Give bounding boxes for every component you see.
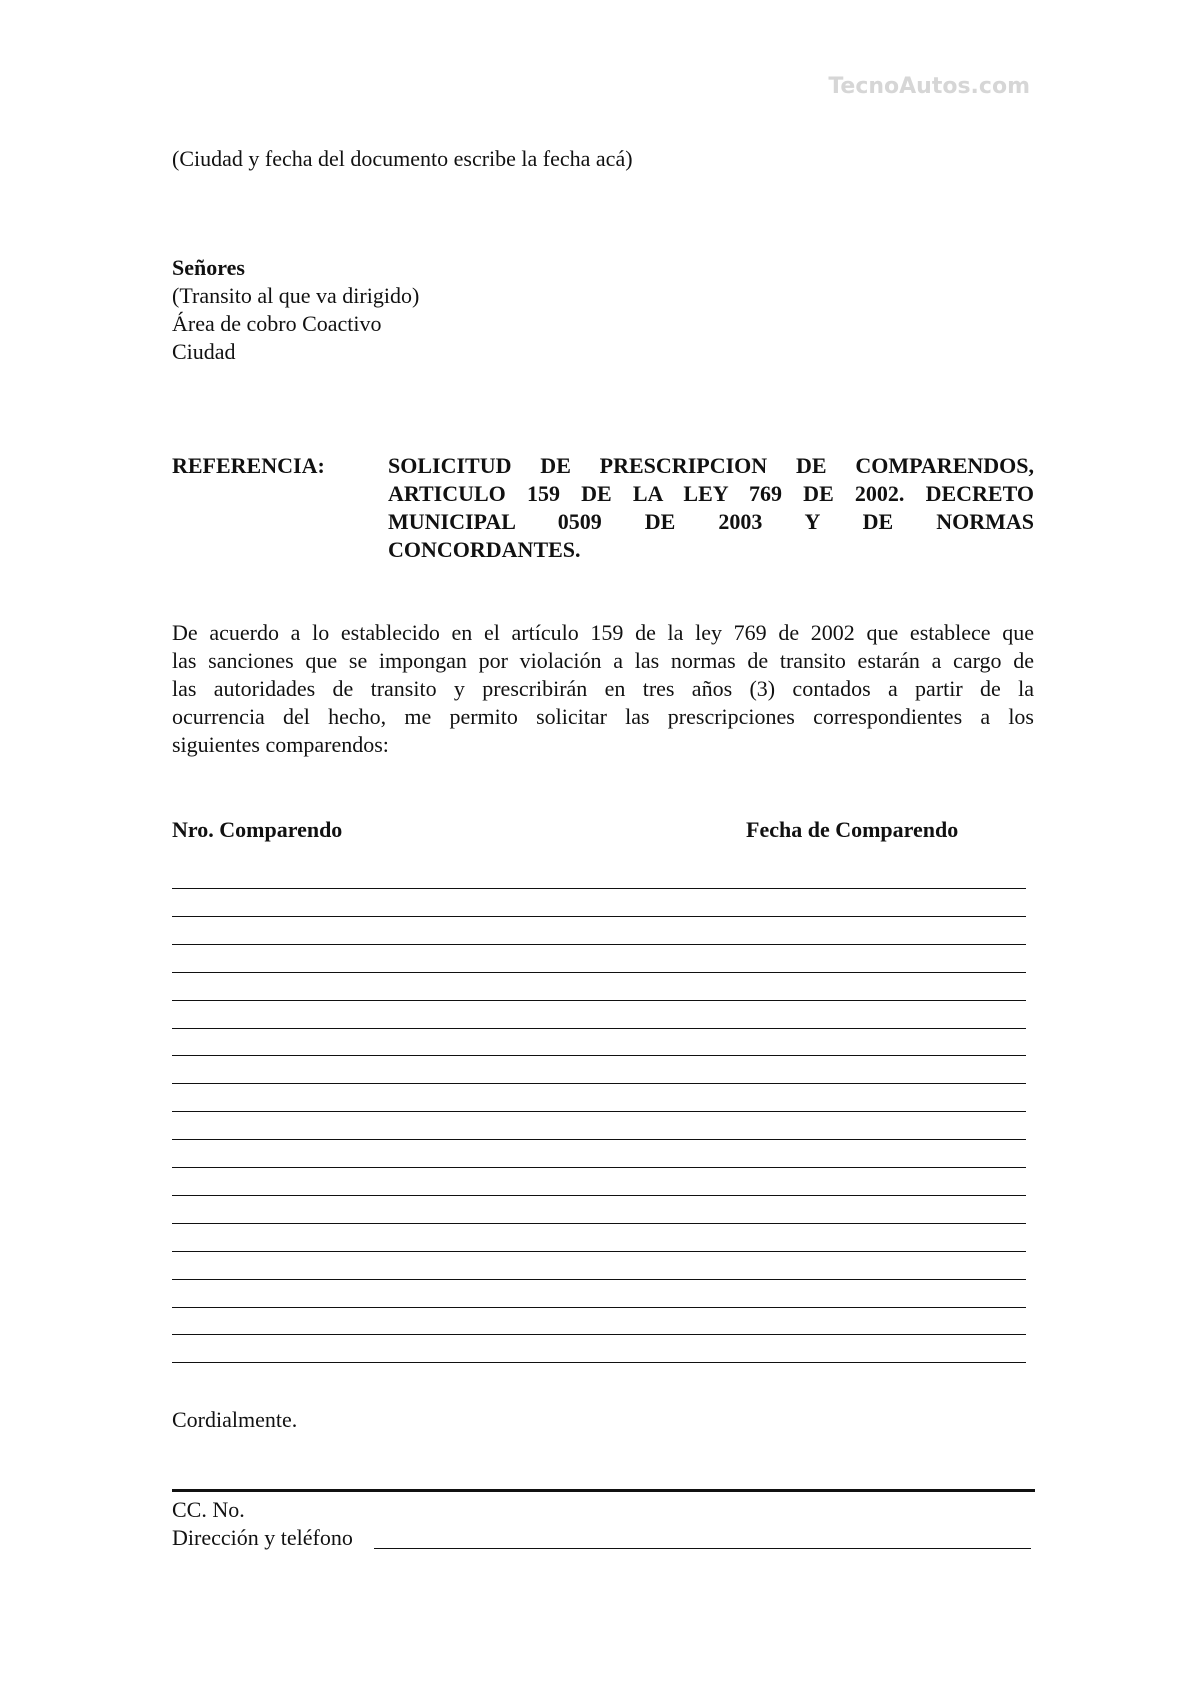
body-line: las sanciones que se impongan por violación a las normas de transito estarán a cargo de (172, 648, 1034, 673)
blank-fill-line[interactable] (172, 1307, 1026, 1308)
blank-fill-line[interactable] (172, 888, 1026, 889)
salutation: Señores (172, 255, 245, 280)
city-date: (Ciudad y fecha del documento escribe la fecha acá) (172, 146, 633, 171)
body-line: De acuerdo a lo establecido en el artículo 159 de la ley 769 de 2002 que establece que (172, 620, 1034, 645)
address-label: Dirección y teléfono (172, 1525, 353, 1550)
header-comparendo-date: Fecha de Comparendo (746, 817, 959, 842)
blank-fill-line[interactable] (172, 944, 1026, 945)
reference-line: CONCORDANTES. (388, 537, 581, 562)
recipient-line: Área de cobro Coactivo (172, 311, 382, 336)
blank-fill-line[interactable] (172, 1083, 1026, 1084)
reference-label: REFERENCIA: (172, 453, 325, 478)
signature-line (172, 1489, 1035, 1492)
blank-lines (172, 0, 1026, 1696)
body-line: ocurrencia del hecho, me permito solicitar las prescripciones correspondientes a los (172, 704, 1034, 729)
body-line: las autoridades de transito y prescribirán en tres años (3) contados a partir de la (172, 676, 1034, 701)
blank-fill-line[interactable] (172, 1334, 1026, 1335)
blank-fill-line[interactable] (172, 1251, 1026, 1252)
reference-line: SOLICITUD DE PRESCRIPCION DE COMPARENDOS, (388, 453, 1034, 478)
blank-fill-line[interactable] (172, 1279, 1026, 1280)
blank-fill-line[interactable] (172, 1055, 1026, 1056)
blank-fill-line[interactable] (172, 1028, 1026, 1029)
cc-label: CC. No. (172, 1497, 245, 1522)
blank-fill-line[interactable] (172, 972, 1026, 973)
reference-line: ARTICULO 159 DE LA LEY 769 DE 2002. DECRETO (388, 481, 1034, 506)
recipient-line: (Transito al que va dirigido) (172, 283, 420, 308)
recipient-line: Ciudad (172, 339, 236, 364)
blank-fill-line[interactable] (172, 1139, 1026, 1140)
blank-fill-line[interactable] (172, 1195, 1026, 1196)
body-line: siguientes comparendos: (172, 732, 389, 757)
address-fill-line[interactable] (374, 1548, 1031, 1549)
blank-fill-line[interactable] (172, 1223, 1026, 1224)
blank-fill-line[interactable] (172, 1111, 1026, 1112)
header-comparendo-number: Nro. Comparendo (172, 817, 343, 842)
blank-fill-line[interactable] (172, 1167, 1026, 1168)
reference-line: MUNICIPAL 0509 DE 2003 Y DE NORMAS (388, 509, 1034, 534)
closing: Cordialmente. (172, 1407, 298, 1432)
blank-fill-line[interactable] (172, 1362, 1026, 1363)
blank-fill-line[interactable] (172, 1000, 1026, 1001)
blank-fill-line[interactable] (172, 916, 1026, 917)
watermark: TecnoAutos.com (828, 74, 1030, 99)
